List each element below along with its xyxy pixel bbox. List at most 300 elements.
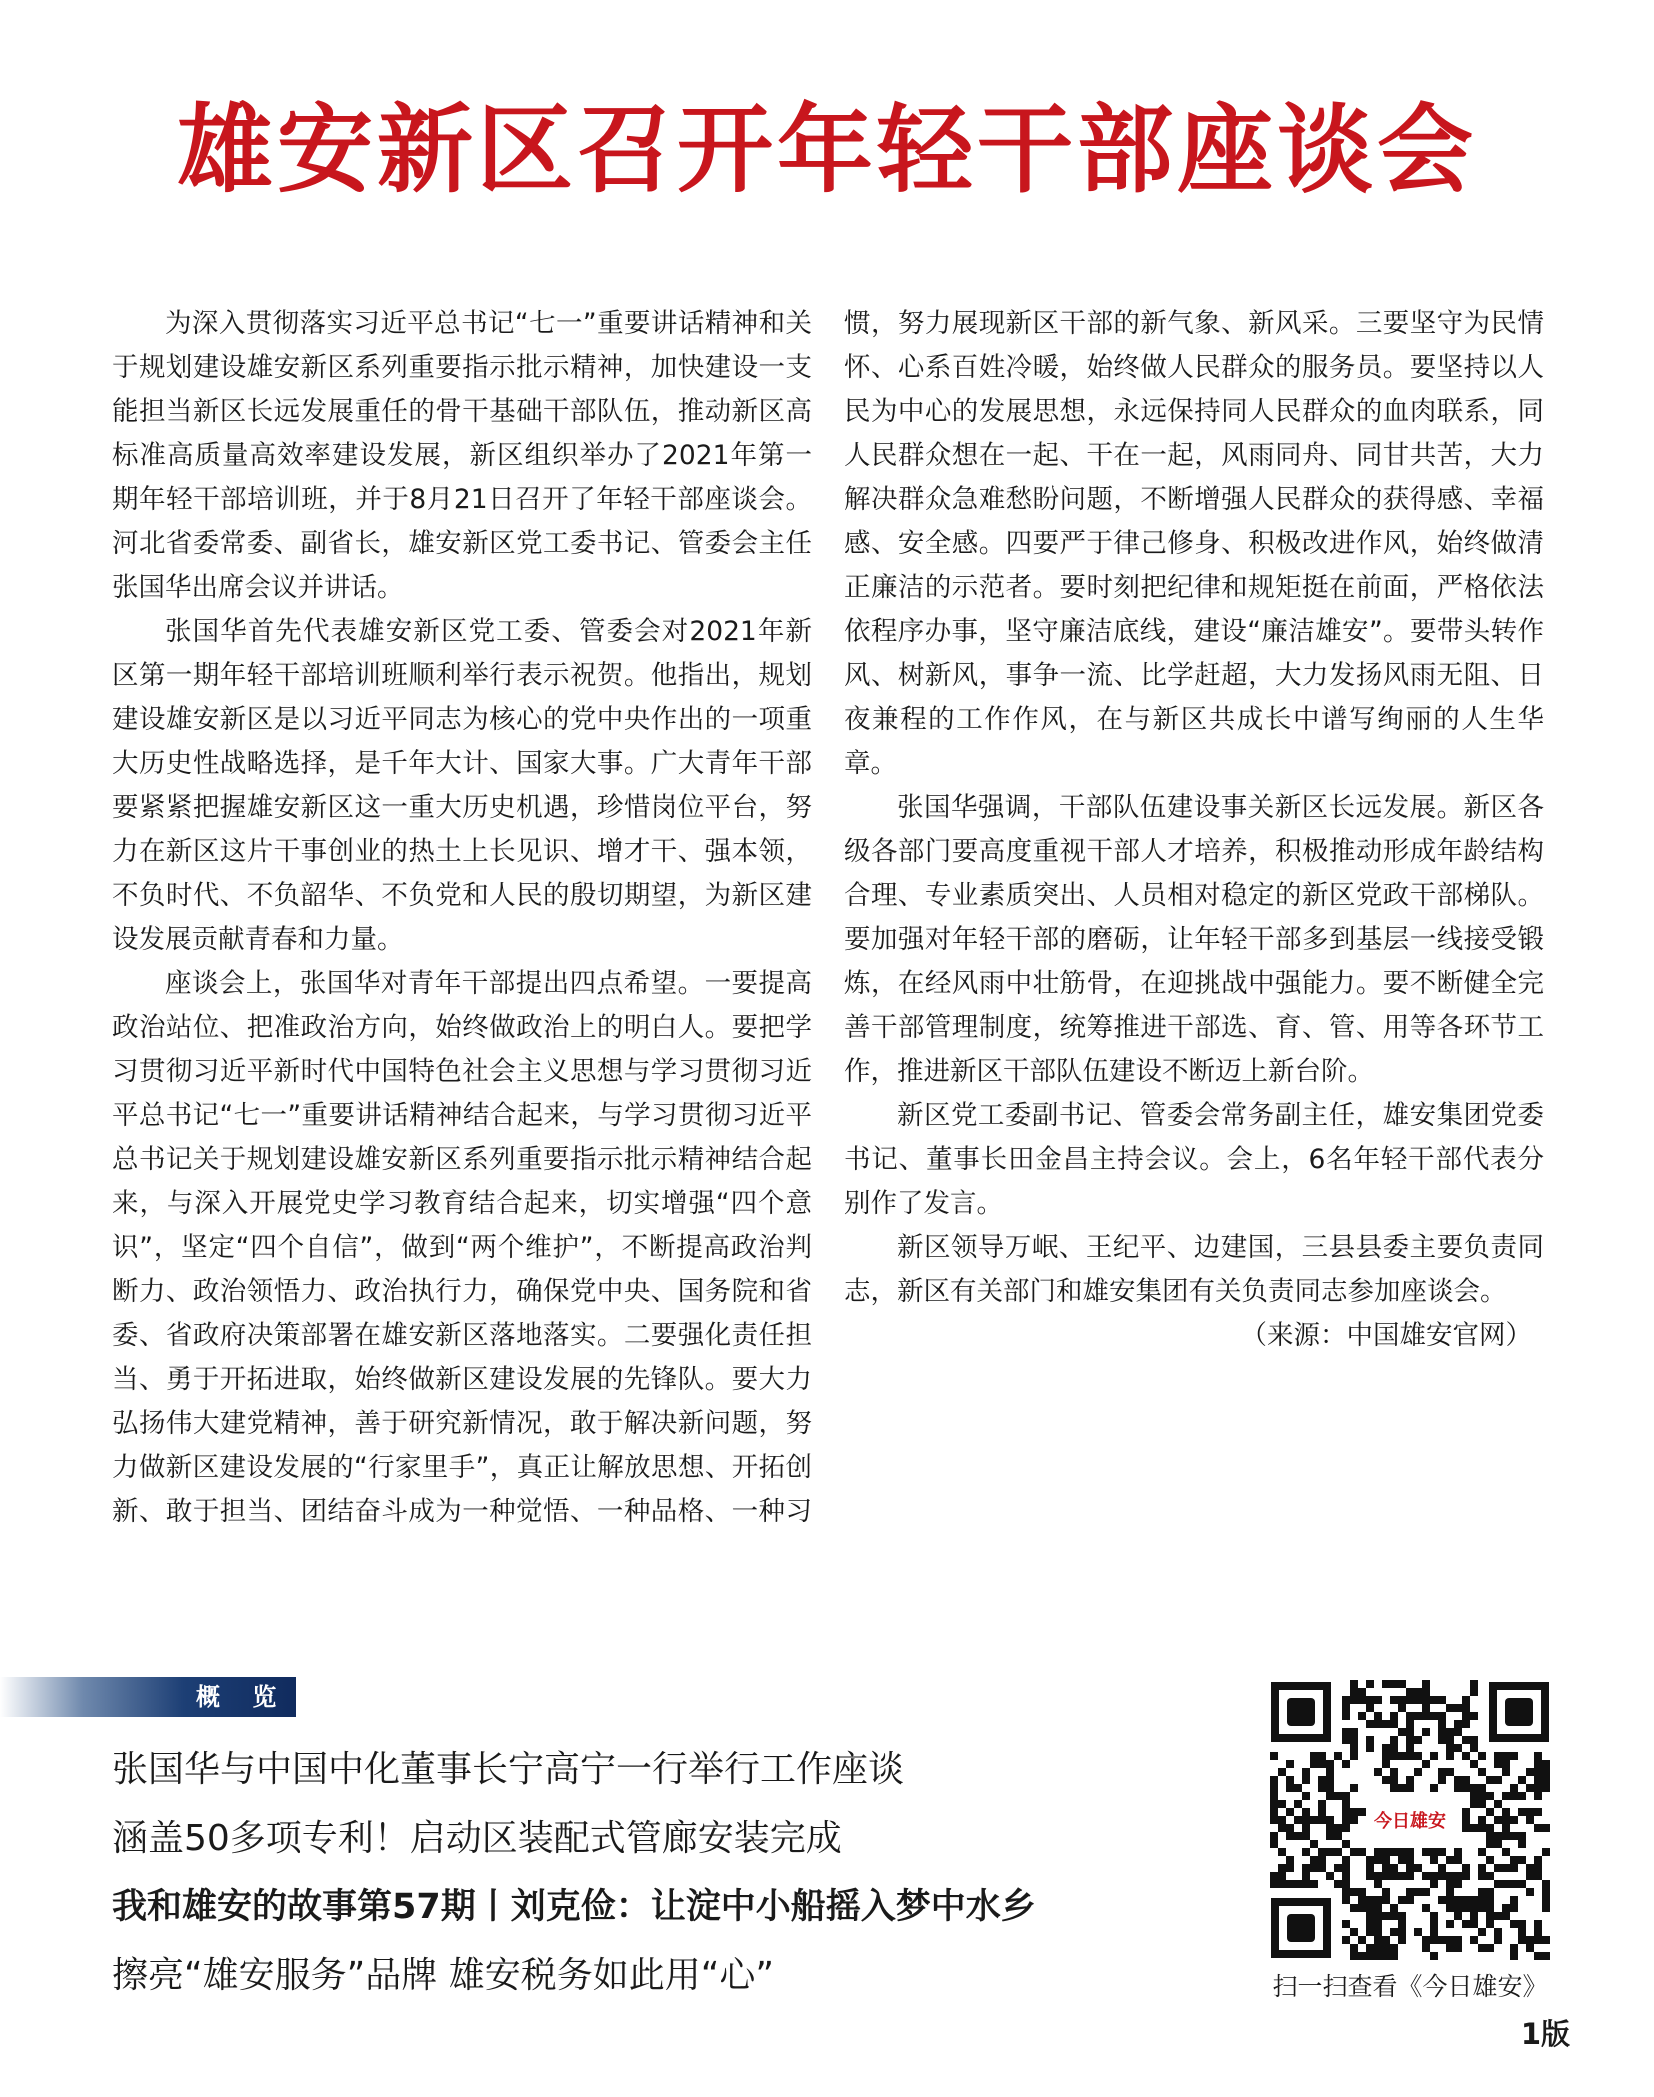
qr-module <box>1398 1856 1406 1864</box>
qr-module <box>1526 1864 1534 1872</box>
qr-module <box>1342 1816 1350 1824</box>
article-paragraph: 新区党工委副书记、管委会常务副主任，雄安集团党委书记、董事长田金昌主持会议。会上，6名年轻干部代表分别作了发言。 <box>844 1100 1544 1219</box>
qr-module <box>1286 1864 1294 1872</box>
qr-module <box>1390 1680 1398 1688</box>
qr-module <box>1318 1760 1326 1768</box>
qr-module <box>1366 1864 1374 1872</box>
qr-module <box>1390 1912 1398 1920</box>
qr-module <box>1502 1904 1510 1912</box>
qr-module <box>1350 1752 1358 1760</box>
qr-module <box>1526 1768 1534 1776</box>
qr-module <box>1342 1872 1350 1880</box>
qr-module <box>1358 1888 1366 1896</box>
qr-module <box>1518 1808 1526 1816</box>
qr-module <box>1350 1680 1358 1688</box>
qr-module <box>1318 1784 1326 1792</box>
qr-module <box>1486 1792 1494 1800</box>
qr-module <box>1318 1808 1326 1816</box>
qr-module <box>1382 1952 1390 1960</box>
qr-module <box>1518 1776 1526 1784</box>
qr-module <box>1486 1944 1494 1952</box>
overview-news-list <box>112 1748 1222 2023</box>
qr-module <box>1542 1768 1550 1776</box>
qr-module <box>1294 1800 1302 1808</box>
qr-module <box>1398 1848 1406 1856</box>
qr-module <box>1382 1864 1390 1872</box>
qr-module <box>1334 1832 1342 1840</box>
qr-module <box>1350 1928 1358 1936</box>
qr-module <box>1430 1752 1438 1760</box>
qr-module <box>1430 1928 1438 1936</box>
qr-module <box>1502 1912 1510 1920</box>
qr-module <box>1438 1776 1446 1784</box>
qr-module <box>1454 1848 1462 1856</box>
qr-module <box>1294 1832 1302 1840</box>
qr-module <box>1374 1768 1382 1776</box>
qr-module <box>1494 1752 1502 1760</box>
qr-module <box>1526 1816 1534 1824</box>
qr-module <box>1350 1688 1358 1696</box>
qr-module <box>1334 1880 1342 1888</box>
qr-code[interactable] <box>1265 1676 1555 1964</box>
qr-module <box>1390 1744 1398 1752</box>
qr-module <box>1510 1784 1518 1792</box>
qr-module <box>1398 1704 1406 1712</box>
qr-module <box>1542 1784 1550 1792</box>
qr-module <box>1494 1800 1502 1808</box>
qr-module <box>1278 1880 1286 1888</box>
qr-module <box>1446 1944 1454 1952</box>
qr-module <box>1302 1776 1310 1784</box>
qr-module <box>1422 1680 1430 1688</box>
qr-module <box>1374 1912 1382 1920</box>
qr-module <box>1486 1872 1494 1880</box>
qr-module <box>1374 1712 1382 1720</box>
qr-module <box>1278 1872 1286 1880</box>
qr-module <box>1318 1752 1326 1760</box>
qr-module <box>1270 1880 1278 1888</box>
qr-module <box>1366 1912 1374 1920</box>
news-link[interactable]: 我和雄安的故事第57期丨刘克俭：让淀中小船摇入梦中水乡 <box>112 1887 1036 1928</box>
qr-module <box>1486 1912 1494 1920</box>
qr-module <box>1310 1752 1318 1760</box>
qr-module <box>1326 1792 1334 1800</box>
qr-module <box>1286 1760 1294 1768</box>
qr-module <box>1382 1872 1390 1880</box>
qr-module <box>1374 1720 1382 1728</box>
qr-module <box>1382 1776 1390 1784</box>
qr-module <box>1430 1696 1438 1704</box>
qr-caption: 扫一扫查看《今日雄安》 <box>1272 1972 1548 2001</box>
qr-module <box>1462 1904 1470 1912</box>
qr-module <box>1502 1792 1510 1800</box>
qr-module <box>1398 1920 1406 1928</box>
qr-module <box>1462 1808 1470 1816</box>
headline: 雄安新区召开年轻干部座谈会 <box>177 93 1477 206</box>
qr-module <box>1422 1904 1430 1912</box>
qr-module <box>1270 1808 1278 1816</box>
qr-module <box>1270 1832 1278 1840</box>
qr-module <box>1350 1952 1358 1960</box>
qr-module <box>1382 1896 1390 1904</box>
qr-module <box>1470 1904 1478 1912</box>
qr-module <box>1398 1936 1406 1944</box>
qr-module <box>1502 1808 1510 1816</box>
qr-module <box>1470 1784 1478 1792</box>
qr-module <box>1414 1864 1422 1872</box>
qr-module <box>1406 1728 1414 1736</box>
qr-module <box>1406 1720 1414 1728</box>
qr-module <box>1534 1784 1542 1792</box>
qr-module <box>1534 1936 1542 1944</box>
qr-module <box>1446 1856 1454 1864</box>
qr-module <box>1342 1800 1350 1808</box>
qr-module <box>1526 1808 1534 1816</box>
qr-module <box>1502 1880 1510 1888</box>
qr-module <box>1358 1848 1366 1856</box>
qr-module <box>1438 1896 1446 1904</box>
qr-module <box>1390 1712 1398 1720</box>
qr-module <box>1486 1896 1494 1904</box>
qr-module <box>1454 1936 1462 1944</box>
qr-module <box>1366 1680 1374 1688</box>
qr-module <box>1326 1816 1334 1824</box>
qr-module <box>1382 1888 1390 1896</box>
qr-module <box>1286 1824 1294 1832</box>
qr-module <box>1334 1864 1342 1872</box>
qr-module <box>1374 1872 1382 1880</box>
qr-module <box>1446 1920 1454 1928</box>
qr-module <box>1382 1856 1390 1864</box>
qr-module <box>1318 1848 1326 1856</box>
qr-finder-bottom-left <box>1271 1898 1331 1958</box>
qr-module <box>1486 1920 1494 1928</box>
qr-module <box>1534 1824 1542 1832</box>
qr-module <box>1398 1784 1406 1792</box>
qr-module <box>1278 1824 1286 1832</box>
qr-module <box>1310 1760 1318 1768</box>
qr-module <box>1390 1928 1398 1936</box>
qr-module <box>1446 1936 1454 1944</box>
qr-module <box>1390 1752 1398 1760</box>
qr-module <box>1510 1896 1518 1904</box>
qr-module <box>1526 1936 1534 1944</box>
qr-module <box>1366 1944 1374 1952</box>
qr-module <box>1374 1848 1382 1856</box>
qr-module <box>1430 1872 1438 1880</box>
qr-module <box>1390 1696 1398 1704</box>
qr-finder-top-left <box>1271 1682 1331 1742</box>
qr-module <box>1350 1736 1358 1744</box>
qr-module <box>1542 1824 1550 1832</box>
qr-module <box>1398 1872 1406 1880</box>
qr-module <box>1534 1952 1542 1960</box>
qr-module <box>1438 1864 1446 1872</box>
qr-module <box>1486 1776 1494 1784</box>
qr-module <box>1414 1752 1422 1760</box>
qr-module <box>1446 1904 1454 1912</box>
qr-module <box>1294 1816 1302 1824</box>
qr-module <box>1542 1760 1550 1768</box>
news-link[interactable]: 擦亮“雄安服务”品牌 雄安税务如此用“心” <box>112 1955 775 1997</box>
qr-module <box>1542 1776 1550 1784</box>
qr-module <box>1366 1856 1374 1864</box>
qr-module <box>1534 1760 1542 1768</box>
qr-module <box>1446 1880 1454 1888</box>
qr-module <box>1438 1720 1446 1728</box>
qr-module <box>1406 1872 1414 1880</box>
qr-module <box>1454 1720 1462 1728</box>
qr-module <box>1478 1800 1486 1808</box>
qr-module <box>1510 1816 1518 1824</box>
qr-module <box>1406 1784 1414 1792</box>
qr-module <box>1502 1832 1510 1840</box>
qr-module <box>1414 1736 1422 1744</box>
qr-module <box>1486 1856 1494 1864</box>
qr-module <box>1374 1928 1382 1936</box>
qr-module <box>1486 1808 1494 1816</box>
qr-module <box>1294 1784 1302 1792</box>
qr-module <box>1350 1696 1358 1704</box>
qr-module <box>1270 1776 1278 1784</box>
qr-module <box>1454 1880 1462 1888</box>
qr-code-graphic <box>1265 1676 1555 1964</box>
qr-module <box>1302 1816 1310 1824</box>
qr-module <box>1374 1952 1382 1960</box>
qr-module <box>1502 1824 1510 1832</box>
qr-module <box>1406 1856 1414 1864</box>
qr-module <box>1518 1832 1526 1840</box>
qr-module <box>1438 1872 1446 1880</box>
qr-module <box>1462 1776 1470 1784</box>
qr-module <box>1350 1888 1358 1896</box>
qr-module <box>1478 1816 1486 1824</box>
qr-module <box>1446 1752 1454 1760</box>
qr-module <box>1454 1912 1462 1920</box>
qr-module <box>1446 1736 1454 1744</box>
qr-module <box>1358 1904 1366 1912</box>
qr-module <box>1486 1904 1494 1912</box>
qr-module <box>1270 1872 1278 1880</box>
qr-module <box>1534 1808 1542 1816</box>
qr-module <box>1414 1712 1422 1720</box>
qr-module <box>1318 1800 1326 1808</box>
qr-module <box>1438 1696 1446 1704</box>
qr-module <box>1398 1728 1406 1736</box>
qr-module <box>1286 1832 1294 1840</box>
qr-module <box>1390 1944 1398 1952</box>
qr-module <box>1510 1920 1518 1928</box>
qr-module <box>1486 1840 1494 1848</box>
qr-module <box>1334 1792 1342 1800</box>
qr-module <box>1462 1896 1470 1904</box>
qr-module <box>1366 1896 1374 1904</box>
qr-module <box>1286 1856 1294 1864</box>
qr-module <box>1302 1880 1310 1888</box>
qr-module <box>1478 1848 1486 1856</box>
qr-module <box>1494 1864 1502 1872</box>
qr-module <box>1494 1832 1502 1840</box>
qr-module <box>1366 1696 1374 1704</box>
qr-module <box>1366 1952 1374 1960</box>
qr-module <box>1534 1928 1542 1936</box>
qr-module <box>1406 1688 1414 1696</box>
qr-module <box>1326 1832 1334 1840</box>
article-paragraph: 张国华首先代表雄安新区党工委、管委会对2021年新区第一期年轻干部培训班顺利举行表示祝贺。他指出，规划建设雄安新区是以习近平同志为核心的党中央作出的一项重大历史性战略选择，是千年大计、国家大事。广大青年干部要紧紧把握雄安新区这一重大历史机遇，珍惜岗位平台，努力在新区这片干事创业的热土上长见识、增才干、强本领，不负时代、不负韶华、不负党和人民的殷切期望，为新区建设发展贡献青春和力量。 <box>112 616 812 955</box>
qr-module <box>1286 1776 1294 1784</box>
qr-module <box>1462 1816 1470 1824</box>
qr-module <box>1454 1944 1462 1952</box>
qr-module <box>1350 1784 1358 1792</box>
qr-module <box>1342 1856 1350 1864</box>
qr-module <box>1270 1752 1278 1760</box>
qr-module <box>1478 1768 1486 1776</box>
qr-module <box>1366 1872 1374 1880</box>
qr-module <box>1502 1816 1510 1824</box>
qr-module <box>1358 1688 1366 1696</box>
qr-module <box>1278 1816 1286 1824</box>
qr-module <box>1518 1936 1526 1944</box>
qr-module <box>1526 1888 1534 1896</box>
qr-module <box>1494 1840 1502 1848</box>
qr-module <box>1534 1776 1542 1784</box>
qr-module <box>1446 1896 1454 1904</box>
qr-module <box>1342 1936 1350 1944</box>
qr-module <box>1470 1712 1478 1720</box>
qr-module <box>1302 1872 1310 1880</box>
qr-module <box>1462 1720 1470 1728</box>
qr-module <box>1366 1720 1374 1728</box>
article-paragraph: 新区领导万岷、王纪平、边建国，三县县委主要负责同志，新区有关部门和雄安集团有关负责同志参加座谈会。 <box>844 1232 1544 1307</box>
qr-module <box>1398 1680 1406 1688</box>
qr-module <box>1310 1816 1318 1824</box>
qr-module <box>1350 1904 1358 1912</box>
qr-module <box>1278 1768 1286 1776</box>
qr-module <box>1462 1752 1470 1760</box>
qr-module <box>1390 1904 1398 1912</box>
qr-module <box>1326 1872 1334 1880</box>
qr-module <box>1542 1888 1550 1896</box>
qr-module <box>1366 1704 1374 1712</box>
qr-module <box>1510 1904 1518 1912</box>
overview-section-label: 概 览 <box>196 1683 289 1711</box>
qr-module <box>1342 1888 1350 1896</box>
qr-module <box>1462 1824 1470 1832</box>
qr-module <box>1406 1752 1414 1760</box>
qr-module <box>1542 1936 1550 1944</box>
qr-module <box>1486 1824 1494 1832</box>
qr-module <box>1382 1752 1390 1760</box>
qr-module <box>1470 1824 1478 1832</box>
qr-module <box>1406 1888 1414 1896</box>
qr-module <box>1430 1920 1438 1928</box>
qr-module <box>1478 1944 1486 1952</box>
qr-module <box>1406 1864 1414 1872</box>
qr-module <box>1478 1888 1486 1896</box>
qr-module <box>1478 1792 1486 1800</box>
qr-module <box>1486 1888 1494 1896</box>
qr-module <box>1422 1872 1430 1880</box>
qr-module <box>1270 1800 1278 1808</box>
qr-module <box>1302 1848 1310 1856</box>
qr-module <box>1310 1880 1318 1888</box>
qr-module <box>1350 1728 1358 1736</box>
qr-module <box>1342 1824 1350 1832</box>
qr-module <box>1446 1872 1454 1880</box>
qr-module <box>1382 1720 1390 1728</box>
qr-module <box>1462 1864 1470 1872</box>
qr-module <box>1350 1744 1358 1752</box>
qr-module <box>1438 1736 1446 1744</box>
qr-module <box>1430 1936 1438 1944</box>
qr-module <box>1414 1928 1422 1936</box>
qr-module <box>1422 1936 1430 1944</box>
qr-module <box>1510 1752 1518 1760</box>
news-link[interactable]: 张国华与中国中化董事长宁高宁一行举行工作座谈 <box>112 1749 905 1790</box>
qr-module <box>1454 1856 1462 1864</box>
qr-module <box>1438 1728 1446 1736</box>
qr-module <box>1406 1736 1414 1744</box>
qr-module <box>1294 1880 1302 1888</box>
qr-module <box>1270 1816 1278 1824</box>
qr-finder-top-right <box>1489 1682 1549 1742</box>
qr-module <box>1470 1912 1478 1920</box>
qr-module <box>1302 1808 1310 1816</box>
qr-module <box>1374 1904 1382 1912</box>
qr-module <box>1382 1848 1390 1856</box>
qr-module <box>1334 1824 1342 1832</box>
qr-module <box>1422 1760 1430 1768</box>
qr-module <box>1470 1736 1478 1744</box>
qr-module <box>1406 1776 1414 1784</box>
qr-module <box>1510 1864 1518 1872</box>
qr-module <box>1326 1824 1334 1832</box>
qr-module <box>1534 1752 1542 1760</box>
qr-module <box>1422 1712 1430 1720</box>
qr-module <box>1510 1880 1518 1888</box>
qr-module <box>1270 1792 1278 1800</box>
qr-module <box>1270 1840 1278 1848</box>
qr-module <box>1342 1840 1350 1848</box>
qr-module <box>1430 1912 1438 1920</box>
page-number: 1版 <box>1520 2017 1570 2051</box>
qr-module <box>1454 1776 1462 1784</box>
news-link[interactable]: 涵盖50多项专利！启动区装配式管廊安装完成 <box>112 1817 842 1859</box>
qr-module <box>1534 1768 1542 1776</box>
qr-module <box>1478 1896 1486 1904</box>
qr-module <box>1430 1856 1438 1864</box>
qr-module <box>1382 1912 1390 1920</box>
qr-module <box>1534 1920 1542 1928</box>
qr-module <box>1366 1920 1374 1928</box>
qr-module <box>1414 1888 1422 1896</box>
qr-module <box>1414 1768 1422 1776</box>
qr-module <box>1310 1840 1318 1848</box>
qr-module <box>1318 1776 1326 1784</box>
qr-module <box>1302 1864 1310 1872</box>
qr-module <box>1510 1944 1518 1952</box>
qr-module <box>1494 1776 1502 1784</box>
qr-module <box>1494 1880 1502 1888</box>
qr-module <box>1286 1880 1294 1888</box>
qr-module <box>1438 1848 1446 1856</box>
qr-module <box>1422 1728 1430 1736</box>
qr-module <box>1302 1768 1310 1776</box>
qr-module <box>1470 1744 1478 1752</box>
qr-module <box>1318 1856 1326 1864</box>
qr-module <box>1518 1840 1526 1848</box>
qr-module <box>1270 1784 1278 1792</box>
